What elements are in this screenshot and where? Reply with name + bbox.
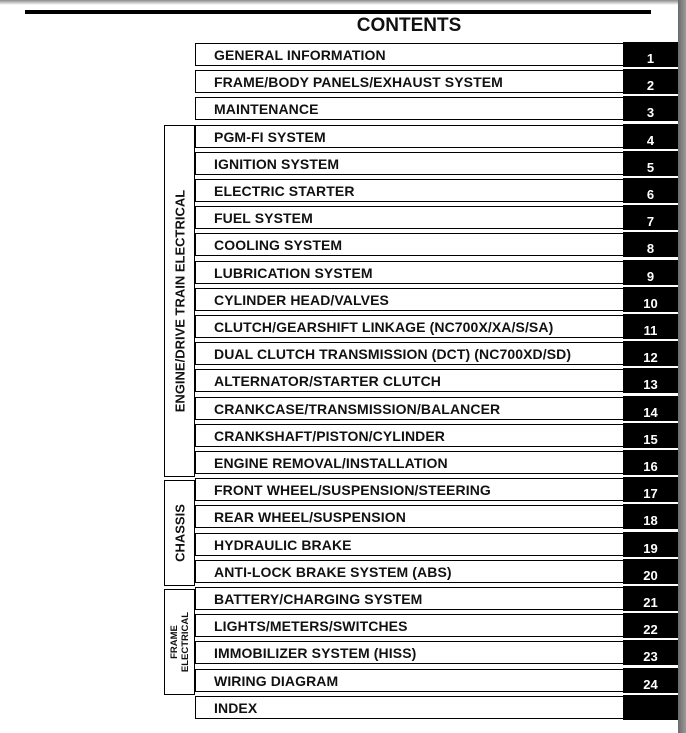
page-top-edge (0, 0, 686, 5)
toc-entry[interactable] (195, 397, 623, 420)
toc-entry[interactable] (195, 696, 623, 719)
toc-entry[interactable] (195, 206, 623, 229)
toc-entry-label: ANTI-LOCK BRAKE SYSTEM (ABS) (214, 564, 452, 580)
group-frame-electrical (164, 589, 195, 695)
section-tab[interactable] (623, 314, 678, 339)
toc-entry-label: WIRING DIAGRAM (214, 673, 339, 689)
toc-entry[interactable] (195, 125, 623, 148)
toc-entry[interactable] (195, 641, 623, 664)
toc-entry-label: PGM-FI SYSTEM (214, 129, 326, 145)
toc-entry[interactable] (195, 288, 623, 311)
section-tab[interactable] (623, 532, 678, 557)
toc-entry-label: INDEX (214, 700, 258, 716)
section-tab[interactable] (623, 69, 678, 94)
section-tab[interactable] (623, 124, 678, 149)
section-tab[interactable] (623, 586, 678, 611)
section-tab[interactable] (623, 368, 678, 393)
toc-entry-label: CRANKSHAFT/PISTON/CYLINDER (214, 428, 446, 444)
toc-entry-label: FRONT WHEEL/SUSPENSION/STEERING (214, 482, 491, 498)
toc-entry[interactable] (195, 560, 623, 583)
section-tab[interactable] (623, 287, 678, 312)
section-tab[interactable] (623, 260, 678, 285)
section-tab[interactable] (623, 178, 678, 203)
section-number: 1 (646, 51, 655, 66)
toc-entry[interactable] (195, 587, 623, 610)
section-number: 12 (643, 350, 658, 365)
section-tab[interactable] (623, 423, 678, 448)
toc-entry[interactable] (195, 315, 623, 338)
section-number: 7 (646, 214, 655, 229)
section-number: 6 (646, 187, 655, 202)
section-tab[interactable] (623, 450, 678, 475)
toc-entry-label: IMMOBILIZER SYSTEM (HISS) (214, 645, 417, 661)
group-label: CHASSIS (172, 504, 187, 562)
section-number: 13 (643, 377, 658, 392)
section-tab[interactable] (623, 232, 678, 257)
section-tab[interactable] (623, 205, 678, 230)
section-number: 19 (643, 541, 658, 556)
toc-entry-label: DUAL CLUTCH TRANSMISSION (DCT) (NC700XD/SD) (214, 346, 572, 362)
toc-entry[interactable] (195, 43, 623, 66)
page-right-edge (678, 0, 686, 733)
section-number: 16 (643, 459, 658, 474)
toc-entry[interactable] (195, 424, 623, 447)
group-chassis (164, 480, 195, 586)
toc-entry[interactable] (195, 669, 623, 692)
section-number: 2 (646, 78, 655, 93)
section-tab[interactable] (623, 96, 678, 121)
toc-entry-label: ELECTRIC STARTER (214, 183, 355, 199)
section-number: 11 (643, 323, 658, 338)
toc-entry[interactable] (195, 505, 623, 528)
toc-entry-label: MAINTENANCE (214, 101, 319, 117)
section-tab[interactable] (623, 477, 678, 502)
section-number: 5 (646, 160, 655, 175)
toc-entry[interactable] (195, 533, 623, 556)
toc-entry[interactable] (195, 478, 623, 501)
section-number: 22 (643, 622, 658, 637)
toc-entry-label: ALTERNATOR/STARTER CLUTCH (214, 373, 441, 389)
section-tab[interactable] (623, 640, 678, 665)
group-label: ENGINE/DRIVE TRAIN ELECTRICAL (172, 189, 187, 413)
group-label-line: FRAME (168, 625, 180, 659)
toc-entry-label: COOLING SYSTEM (214, 237, 343, 253)
section-tab[interactable] (623, 151, 678, 176)
section-number: 24 (643, 677, 658, 692)
toc-entry-label: CYLINDER HEAD/VALVES (214, 292, 389, 308)
section-tab[interactable] (623, 559, 678, 584)
toc-entry[interactable] (195, 70, 623, 93)
section-number: 10 (643, 296, 658, 311)
section-tab[interactable] (623, 668, 678, 693)
toc-entry-label: LIGHTS/METERS/SWITCHES (214, 618, 408, 634)
toc-entry-label: ENGINE REMOVAL/INSTALLATION (214, 455, 448, 471)
section-tab[interactable] (623, 613, 678, 638)
group-label-line: ELECTRICAL (179, 611, 191, 673)
top-rule (25, 10, 651, 14)
toc-entry[interactable] (195, 369, 623, 392)
section-number: 20 (643, 568, 658, 583)
toc-entry-label: CRANKCASE/TRANSMISSION/BALANCER (214, 401, 501, 417)
toc-entry[interactable] (195, 233, 623, 256)
toc-entry-label: FRAME/BODY PANELS/EXHAUST SYSTEM (214, 74, 503, 90)
section-tab[interactable] (623, 341, 678, 366)
toc-entry-label: GENERAL INFORMATION (214, 47, 386, 63)
toc-entry-label: HYDRAULIC BRAKE (214, 537, 352, 553)
section-tab[interactable] (623, 42, 678, 67)
toc-entry[interactable] (195, 451, 623, 474)
section-number: 14 (643, 405, 658, 420)
section-number: 15 (643, 432, 658, 447)
section-tab[interactable] (623, 695, 678, 720)
toc-entry-label: REAR WHEEL/SUSPENSION (214, 509, 406, 525)
section-number: 18 (643, 513, 658, 528)
toc-entry-label: IGNITION SYSTEM (214, 156, 340, 172)
toc-entry[interactable] (195, 152, 623, 175)
toc-entry[interactable] (195, 261, 623, 284)
toc-entry[interactable] (195, 614, 623, 637)
section-number: 4 (646, 133, 655, 148)
section-number: 8 (646, 241, 655, 256)
section-tab[interactable] (623, 396, 678, 421)
toc-entry[interactable] (195, 179, 623, 202)
section-number: 21 (643, 595, 658, 610)
toc-entry-label: CLUTCH/GEARSHIFT LINKAGE (NC700X/XA/S/SA) (214, 319, 554, 335)
group-engine-drive-train-electrical (164, 125, 195, 477)
page-title: CONTENTS (356, 15, 462, 36)
toc-entry-label: FUEL SYSTEM (214, 210, 313, 226)
section-number: 17 (643, 486, 658, 501)
section-number: 23 (643, 649, 658, 664)
toc-entry[interactable] (195, 97, 623, 120)
group-label (169, 612, 191, 672)
toc-entry-label: LUBRICATION SYSTEM (214, 265, 373, 281)
section-tab[interactable] (623, 504, 678, 529)
section-number: 9 (646, 269, 655, 284)
section-number: 3 (646, 105, 655, 120)
toc-entry[interactable] (195, 342, 623, 365)
toc-entry-label: BATTERY/CHARGING SYSTEM (214, 591, 423, 607)
